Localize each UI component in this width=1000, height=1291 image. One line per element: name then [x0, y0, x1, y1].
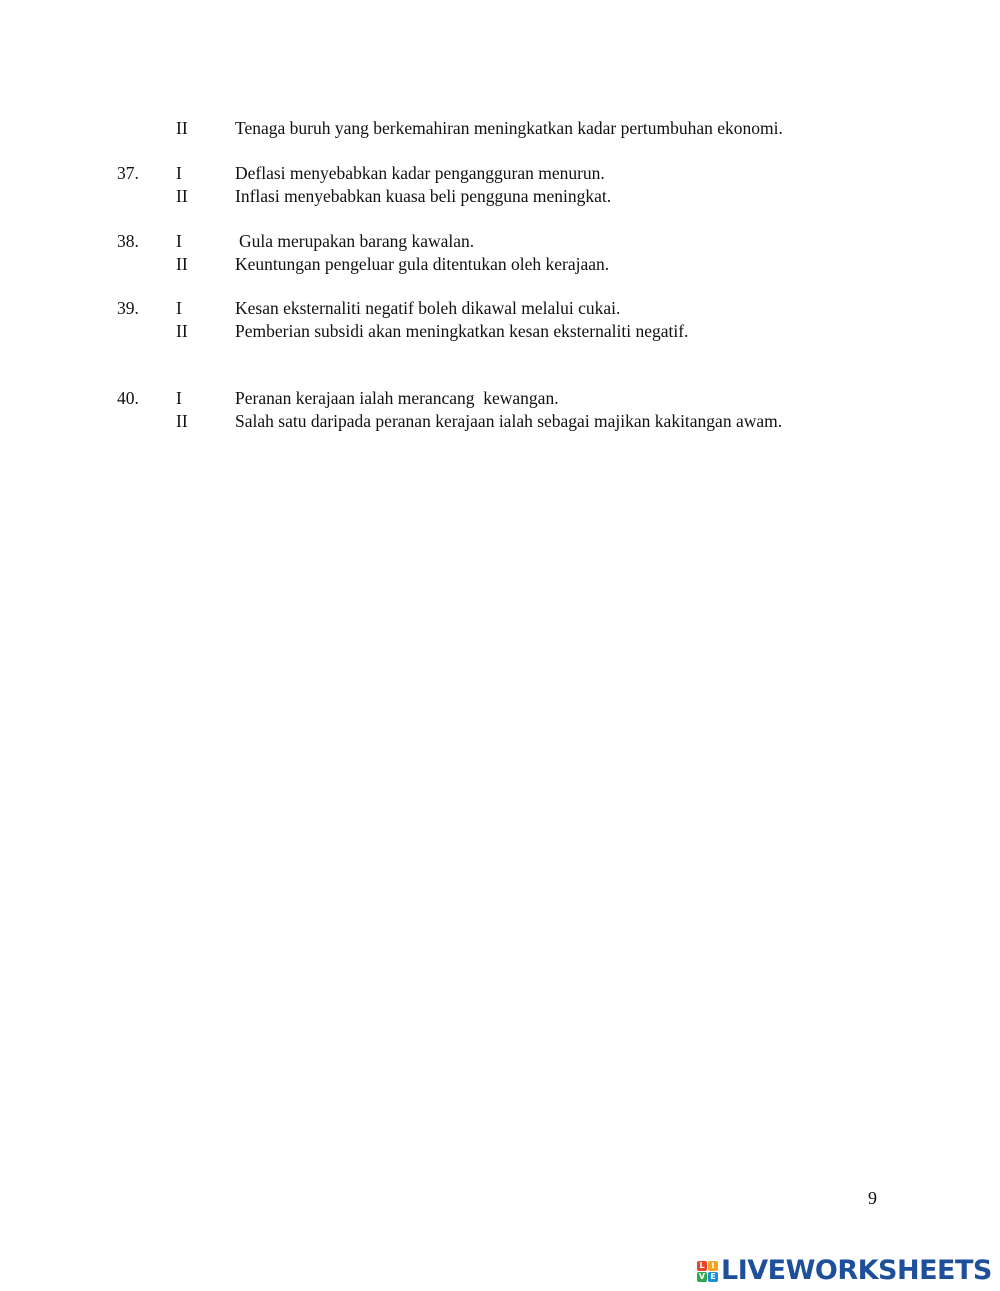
question-38-statement-i [0, 230, 1000, 252]
question-36-statement-ii [0, 117, 1000, 139]
statement-text: Deflasi menyebabkan kadar pengangguran menurun. [235, 163, 605, 183]
roman-numeral: I [176, 231, 182, 251]
liveworksheets-logo[interactable] [697, 1256, 992, 1286]
logo-mark-icon [697, 1261, 718, 1282]
logo-text: LIVEWORKSHEETS [721, 1255, 992, 1286]
roman-numeral: II [176, 118, 188, 138]
question-39-statement-i [0, 297, 1000, 319]
statement-text: Kesan eksternaliti negatif boleh dikawal melalui cukai. [235, 298, 621, 318]
statement-text: Salah satu daripada peranan kerajaan ialah sebagai majikan kakitangan awam. [235, 411, 783, 431]
roman-numeral: I [176, 388, 182, 408]
question-number: 39. [117, 298, 139, 318]
roman-numeral: II [176, 254, 188, 274]
question-37-statement-ii [0, 185, 1000, 207]
statement-text: Inflasi menyebabkan kuasa beli pengguna meningkat. [235, 186, 612, 206]
question-40-statement-i [0, 387, 1000, 409]
page-number: 9 [868, 1188, 877, 1208]
logo-tile-i: I [708, 1261, 718, 1271]
logo-tile-v: V [698, 1271, 706, 1281]
statement-text: Keuntungan pengeluar gula ditentukan oleh kerajaan. [235, 254, 610, 274]
question-number: 38. [117, 231, 139, 251]
question-37-statement-i [0, 162, 1000, 184]
question-38-statement-ii [0, 253, 1000, 275]
roman-numeral: I [176, 298, 182, 318]
question-39-statement-ii [0, 320, 1000, 342]
roman-numeral: II [176, 321, 188, 341]
statement-text: Peranan kerajaan ialah merancang kewangan. [235, 388, 559, 408]
question-number: 40. [117, 388, 139, 408]
question-number: 37. [117, 163, 139, 183]
logo-tile-e: E [708, 1272, 718, 1282]
statement-text: Tenaga buruh yang berkemahiran meningkatkan kadar pertumbuhan ekonomi. [235, 118, 783, 138]
logo-tile-l: L [697, 1261, 707, 1271]
roman-numeral: I [176, 163, 182, 183]
statement-text: Pemberian subsidi akan meningkatkan kesan eksternaliti negatif. [235, 321, 689, 341]
roman-numeral: II [176, 186, 188, 206]
roman-numeral: II [176, 411, 188, 431]
question-40-statement-ii [0, 410, 1000, 432]
statement-text: Gula merupakan barang kawalan. [239, 231, 475, 251]
